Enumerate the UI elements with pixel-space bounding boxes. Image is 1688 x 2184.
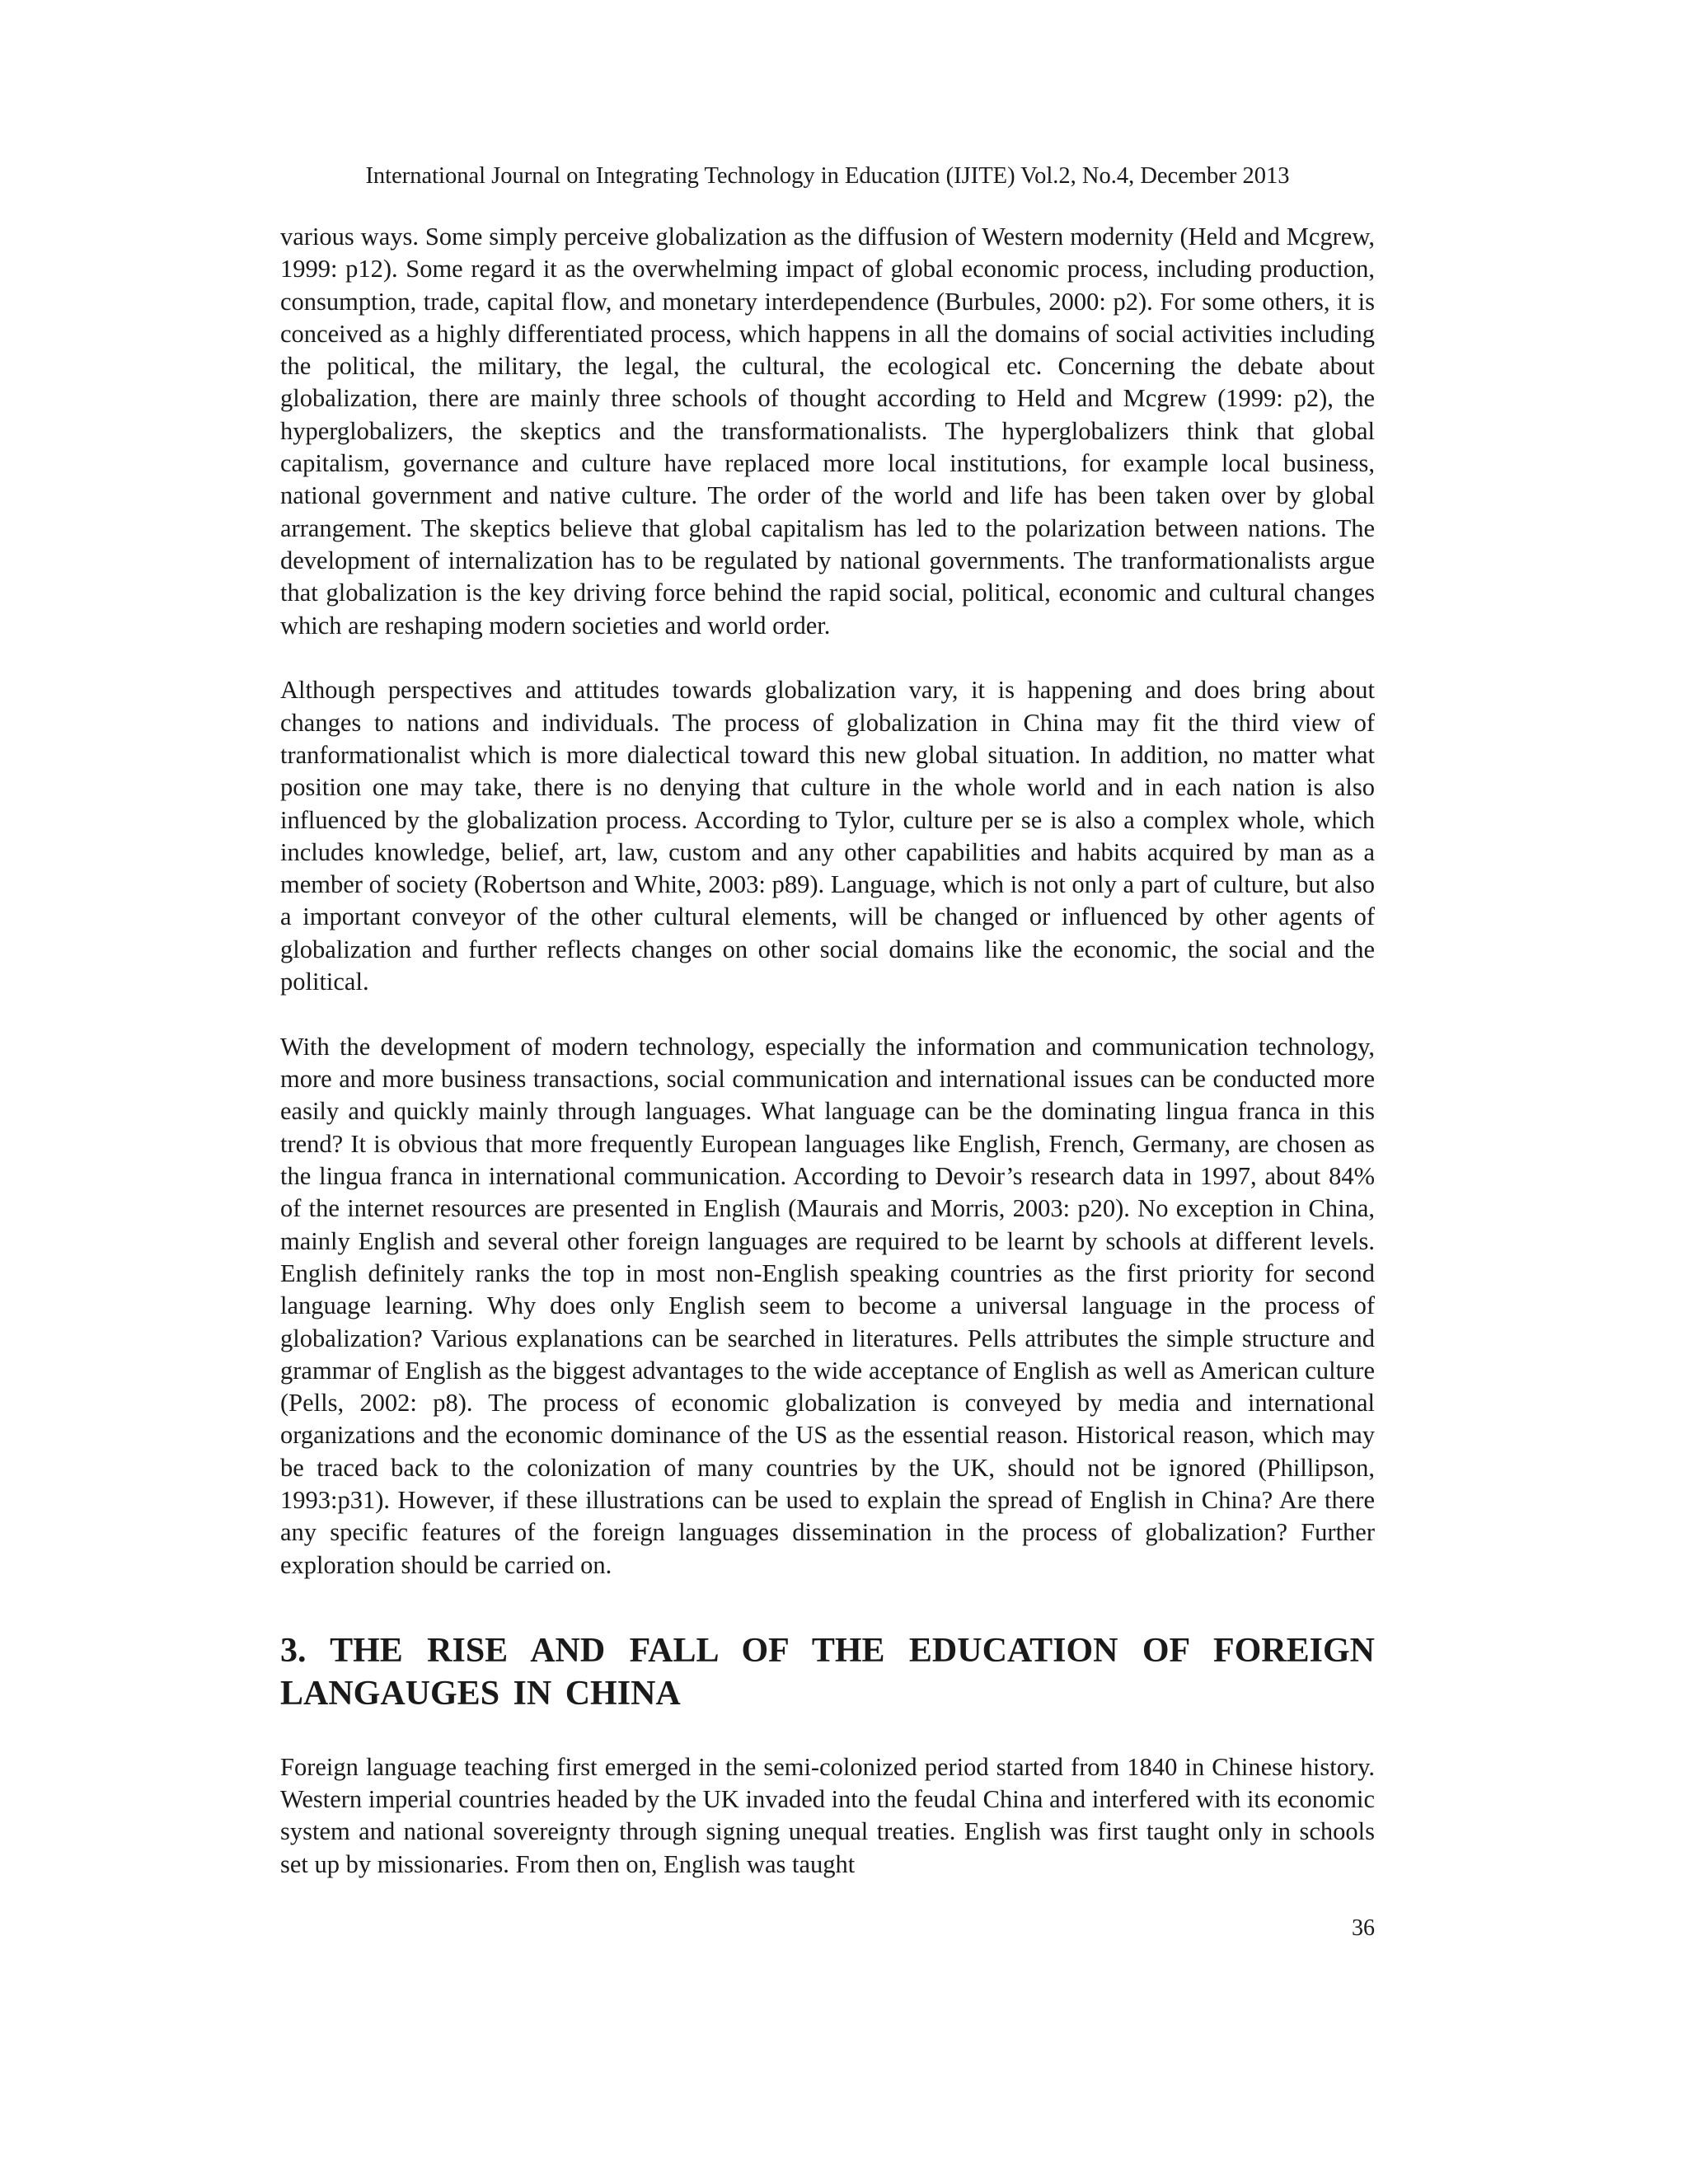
paragraph-foreign-language-history: Foreign language teaching first emerged in the semi-colonized period started from 1840 in Chinese history. Western imperial countries headed by the UK invaded into the feudal China and interfered with its economic system and national sovereignty through signing unequal treaties. English was first taught only in schools set up by missionaries. From then on, English was taught bbox=[280, 1752, 1375, 1878]
body-text bbox=[280, 221, 1375, 1881]
running-header: International Journal on Integrating Technology in Education (IJITE) Vol.2, No.4, December 2013 bbox=[365, 163, 1290, 189]
section-heading: 3. THE RISE AND FALL OF THE EDUCATION OF FOREIGN LANGAUGES IN CHINA bbox=[280, 1631, 1375, 1713]
paragraph-lingua-franca: With the development of modern technology, especially the information and communication technology, more and more business transactions, social communication and international issues can be conducted more easily and quickly mainly through languages. What language can be the dominating lingua franca in this trend? It is obvious that more frequently European languages like English, French, Germany, are chosen as the lingua franca in international communication. According to Devoir’s research data in 1997, about 84% of the internet resources are presented in English (Maurais and Morris, 2003: p20). No exception in China, mainly English and several other foreign languages are required to be learnt by schools at different levels. English definitely ranks the top in most non-English speaking countries as the first priority for second language learning. Why does only English seem to become a universal language in the process of globalization? Various explanations can be searched in literatures. Pells attributes the simple structure and grammar of English as the biggest advantages to the wide acceptance of English as well as American culture (Pells, 2002: p8). The process of economic globalization is conveyed by media and international organizations and the economic dominance of the US as the essential reason. Historical reason, which may be traced back to the colonization of many countries by the UK, should not be ignored (Phillipson, 1993:p31). However, if these illustrations can be used to explain the spread of English in China? Are there any specific features of the foreign languages dissemination in the process of globalization? Further exploration should be carried on. bbox=[280, 1032, 1375, 1579]
paragraph-globalization-views: various ways. Some simply perceive globalization as the diffusion of Western modernity (Held and Mcgrew, 1999: p12). Some regard it as the overwhelming impact of global economic process, including production, consumption, trade, capital flow, and monetary interdependence (Burbules, 2000: p2). For some others, it is conceived as a highly differentiated process, which happens in all the domains of social activities including the political, the military, the legal, the cultural, the ecological etc. Concerning the debate about globalization, there are mainly three schools of thought according to Held and Mcgrew (1999: p2), the hyperglobalizers, the skeptics and the transformationalists. The hyperglobalizers think that global capitalism, governance and culture have replaced more local institutions, for example local business, national government and native culture. The order of the world and life has been taken over by global arrangement. The skeptics believe that global capitalism has led to the polarization between nations. The development of internalization has to be regulated by national governments. The tranformationalists argue that globalization is the key driving force behind the rapid social, political, economic and cultural changes which are reshaping modern societies and world order. bbox=[280, 223, 1375, 640]
paragraph-globalization-culture: Although perspectives and attitudes towards globalization vary, it is happening and does bring about changes to nations and individuals. The process of globalization in China may fit the third view of tranformationalist which is more dialectical toward this new global situation. In addition, no matter what position one may take, there is no denying that culture in the whole world and in each nation is also influenced by the globalization process. According to Tylor, culture per se is also a complex whole, which includes knowledge, belief, art, law, custom and any other capabilities and habits acquired by man as a member of society (Robertson and White, 2003: p89). Language, which is not only a part of culture, but also a important conveyor of the other cultural elements, will be changed or influenced by other agents of globalization and further reflects changes on other social domains like the economic, the social and the political. bbox=[280, 676, 1375, 996]
page-number: 36 bbox=[1352, 1915, 1375, 1941]
